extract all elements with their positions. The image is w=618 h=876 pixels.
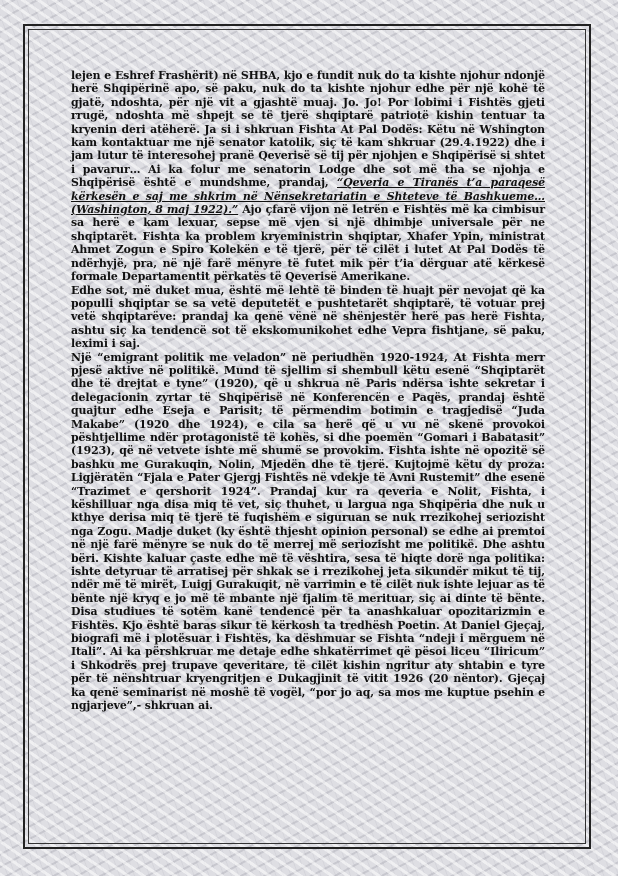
paragraph-1-text: lejen e Eshref Frashërit) në SHBA, kjo e fundit nuk do ta kishte njohur ndonjë herë Shqipërinë apo, së paku, nuk do ta kishte njohur edhe për një kohë të gjatë, ndoshta, për një vit a gjashtë muaj. Jo. Jo! Por lobimi i Fishtës gjeti rrugë, ndoshta më shpejt se të tjerë shqiptarë patriotë kishin tentuar ta kryenin deri atëherë. Ja si i shkruan Fishta At Pal Dodës: Këtu në Wshington kam kontaktuar me një senator katolik, siç të kam shkruar (29.4.1922) dhe i jam lutur të interesohej pranë Qeverisë së tij për njohjen e Shqipërisë si shtet i pavarur… Ai ka folur me senatorin Lodge dhe sot më tha se njohja e Shqipërisë është e mundshme, prandaj, bbox=[71, 69, 545, 190]
paragraph-3: Një “emigrant politik me veladon” në periudhën 1920-1924, At Fishta merr pjesë aktive në politikë. Mund të sjellim si shembull këtu esenë “Shqiptarët dhe të drejtat e tyne” (1920), që u shkrua në Paris ndërsa ishte sekretar i delegacionin zyrtar të Shqipërisë në Konferencën e Paqës, prandaj është quajtur edhe Eseja e Parisit; të përmendim botimin e tragjedisë “Juda Makabe” (1920 dhe 1924), e cila sa herë që u vu në skenë provokoi pështjellime ndër protagonistë të kohës, si dhe poemën “Gomari i Babatasit” (1923), që në vetvete ishte më shumë se provokim. Fishta ishte në opozitë së bashku me Gurakuqin, Nolin, Mjedën dhe të tjerë. Kujtojmë këtu dy proza: Ligjëratën “Fjala e Pater Gjergj Fishtës në vdekje të Avni Rustemit” dhe esenë “Trazimet e qershorit 1924”. Prandaj kur ra qeveria e Nolit, Fishta, i këshilluar nga disa miq të vet, siç thuhet, u largua nga Shqipëria dhe nuk u kthye derisa miq të tjerë të fuqishëm e siguruan se nuk rrezikohej seriozisht nga Zogu. Madje duket (ky është thjesht opinion personal) se edhe ai premtoi në një farë mënyre se nuk do të merrej më seriozisht me politikë. Dhe ashtu bëri. Kishte kaluar çaste edhe më të vështira, sesa të hiqte dorë nga politika: ishte detyruar të arratisej për shkak se i rrezikohej jeta sikundër mikut të tij, ndër më të mirët, Luigj Gurakuqit, në varrimin e të cilët nuk ishte lejuar as të bënte një kryq e jo më të mbante një fjalim të merituar, siç ai dinte të bënte. Disa studiues të sotëm kanë tendencë për ta anashkaluar opozitarizmin e Fishtës. Kjo është baras sikur të kërkosh ta tredhësh Poetin. At Daniel Gjeçaj, biografi më i plotësuar i Fishtës, ka dëshmuar se Fishta “ndeji i mërguem në Itali”. Ai ka përshkruar me detaje edhe shkatërrimet që pësoi liceu “Iliricum” i Shkodrës prej trupave qeveritare, të cilët kishin ngritur aty shtabin e tyre për të nënshtruar kryengritjen e Dukagjinit të vitit 1926 (20 nëntor). Gjeçaj ka qenë seminarist në moshë të vogël, “por jo aq, sa mos me kuptue psehin e ngjarjeve”,- shkruan ai. bbox=[71, 350, 545, 713]
paragraph-2: Edhe sot, më duket mua, është më lehtë të binden të huajt për nevojat që ka populli shqiptar se sa vetë deputetët e pushtetarët shqiptarë, të votuar prej vetë shqiptarëve: prandaj ka qenë vënë në shënjestër herë pas herë Fishta, ashtu siç ka tendencë sot të ekskomunikohet edhe Vepra fishtjane, së paku, leximi i saj. bbox=[71, 283, 545, 351]
quoted-letter: “Qeveria e Tiranës t’a paraqesë kërkesën e saj me shkrim në Nënsekretariatin e Shteteve të Bashkueme…(Washington, 8 maj 1922).” bbox=[71, 176, 545, 217]
paragraph-1-continuation: Ajo çfarë vijon në letrën e Fishtës më ka cimbisur sa herë e kam lexuar, sepse më vjen si një dhimbje universale për ne shqiptarët. Fishta ka problem kryeministrin shqiptar, Xhafer Ypin, ministrat Ahmet Zogun e Spiro Kolekën e të tjerë, për të cilët i lutet At Pal Dodës të ndërhyjë, pra, në një farë mënyre të futet mik për t’ia dërguar atë kërkesë formale Departamentit përkatës të Qeverisë Amerikane. bbox=[71, 203, 545, 284]
paragraph-1 bbox=[71, 69, 545, 284]
article-body bbox=[71, 69, 545, 713]
